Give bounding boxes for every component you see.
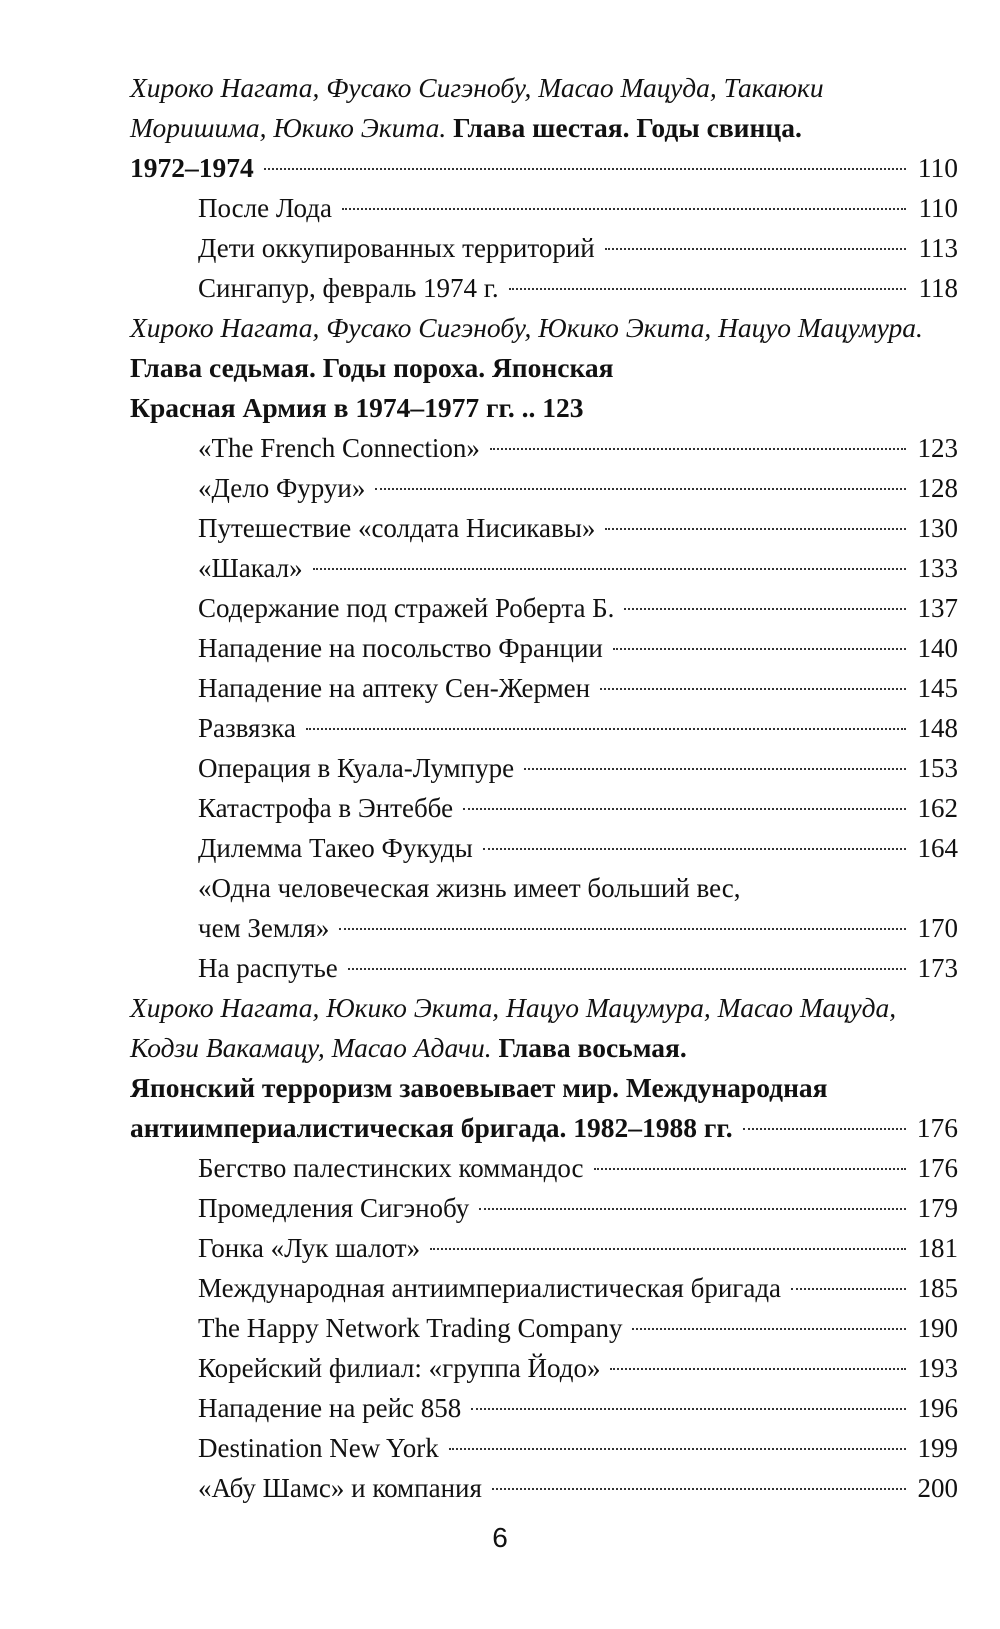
toc-section[interactable] <box>198 1428 958 1468</box>
toc-section[interactable] <box>198 1388 958 1428</box>
section-title: «Дело Фуруи» <box>198 473 366 503</box>
section-page: 133 <box>917 553 958 583</box>
toc-section[interactable] <box>198 1148 958 1188</box>
dot-leader <box>479 1208 906 1210</box>
dot-leader <box>306 728 906 730</box>
dot-leader <box>490 448 906 450</box>
section-page: 110 <box>918 193 958 223</box>
section-title: Destination New York <box>198 1433 439 1463</box>
toc-section[interactable] <box>198 428 958 468</box>
toc-section[interactable] <box>198 1348 958 1388</box>
long-section-line-2: чем Земля» <box>198 913 330 943</box>
toc-section[interactable] <box>198 548 958 588</box>
dot-leader <box>264 168 906 170</box>
chapter-8-authors: Хироко Нагата, Юкико Экита, Нацуо Мацумура, Масао Мацуда, Кодзи Вакамацу, Масао Адачи. <box>130 992 897 1063</box>
toc-section[interactable] <box>198 1188 958 1228</box>
chapter-8-page: 176 <box>916 1112 958 1143</box>
chapter-8-sections <box>130 1148 958 1508</box>
section-title: Нападение на рейс 858 <box>198 1393 462 1423</box>
section-title: Промедления Сигэнобу <box>198 1193 470 1223</box>
dot-leader <box>313 568 906 570</box>
dot-leader <box>339 928 906 930</box>
long-section-page: 170 <box>917 913 958 943</box>
section-page: 123 <box>917 433 958 463</box>
section-page: 145 <box>917 673 958 703</box>
chapter-6-title-head: Глава шестая. Годы свинца. <box>453 112 802 143</box>
section-page: 185 <box>917 1273 958 1303</box>
toc-section[interactable] <box>198 1308 958 1348</box>
section-page: 181 <box>917 1233 958 1263</box>
section-title: Развязка <box>198 713 296 743</box>
section-page: 118 <box>918 273 958 303</box>
section-page: 199 <box>917 1433 958 1463</box>
dot-leader <box>743 1128 906 1130</box>
section-title: Содержание под стражей Роберта Б. <box>198 593 615 623</box>
section-title: Дети оккупированных территорий <box>198 233 595 263</box>
dot-leader <box>791 1288 906 1290</box>
dot-leader <box>463 808 906 810</box>
toc-section[interactable] <box>198 748 958 788</box>
toc-section[interactable] <box>198 788 958 828</box>
section-page: 173 <box>917 953 958 983</box>
section-title: Дилемма Такео Фукуды <box>198 833 473 863</box>
toc-section[interactable] <box>198 948 958 988</box>
section-page: 128 <box>917 473 958 503</box>
dot-leader <box>613 648 906 650</box>
section-page: 113 <box>918 233 958 263</box>
chapter-7-page: 123 <box>542 392 584 423</box>
section-page: 200 <box>917 1473 958 1503</box>
section-title: Бегство палестинских коммандос <box>198 1153 584 1183</box>
section-title: Катастрофа в Энтеббе <box>198 793 454 823</box>
toc-section[interactable] <box>198 508 958 548</box>
chapter-8-title-line <box>130 1108 958 1148</box>
chapter-6-sections <box>130 188 958 308</box>
toc-section[interactable] <box>198 188 958 228</box>
section-title: Нападение на аптеку Сен-Жермен <box>198 673 591 703</box>
section-title: Путешествие «солдата Нисикавы» <box>198 513 596 543</box>
section-title: «Шакал» <box>198 553 303 583</box>
long-section-line-1: «Одна человеческая жизнь имеет больший вес, <box>198 873 741 903</box>
dot-leader <box>375 488 906 490</box>
toc-section[interactable] <box>198 468 958 508</box>
toc-section[interactable] <box>198 828 958 868</box>
dot-leader <box>509 288 906 290</box>
section-title: На распутье <box>198 953 338 983</box>
section-title: Корейский филиал: «группа Йодо» <box>198 1353 601 1383</box>
dot-leader <box>605 528 906 530</box>
section-page: 130 <box>917 513 958 543</box>
section-title: После Лода <box>198 193 332 223</box>
dot-leader <box>342 208 906 210</box>
chapter-8-entry[interactable] <box>130 988 958 1148</box>
toc-section-long[interactable] <box>198 868 958 948</box>
dot-leader <box>610 1368 906 1370</box>
section-page: 148 <box>917 713 958 743</box>
chapter-7-entry[interactable] <box>130 308 958 428</box>
chapter-6-entry[interactable] <box>130 68 958 188</box>
section-title: Международная антиимпериалистическая бригада <box>198 1273 782 1303</box>
section-page: 193 <box>917 1353 958 1383</box>
dot-leader <box>600 688 906 690</box>
section-page: 140 <box>917 633 958 663</box>
section-title: The Happy Network Trading Company <box>198 1313 623 1343</box>
toc-section[interactable] <box>198 228 958 268</box>
dot-leader <box>348 968 906 970</box>
chapter-7-title-line: Красная Армия в 1974–1977 гг. .. 123 <box>130 392 584 423</box>
chapter-7-sections <box>130 428 958 868</box>
section-page: 162 <box>917 793 958 823</box>
toc-section[interactable] <box>198 588 958 628</box>
dot-leader <box>624 608 906 610</box>
dot-leader <box>594 1168 907 1170</box>
section-page: 153 <box>917 753 958 783</box>
toc-section[interactable] <box>198 1228 958 1268</box>
section-page: 190 <box>917 1313 958 1343</box>
dot-leader <box>605 248 906 250</box>
dot-leader <box>483 848 906 850</box>
section-page: 196 <box>917 1393 958 1423</box>
chapter-6-page: 110 <box>917 152 958 183</box>
chapter-7-title-tail: Красная Армия в 1974–1977 гг. <box>130 392 515 423</box>
chapter-6-title-line <box>130 148 958 188</box>
toc-section[interactable] <box>198 708 958 748</box>
toc-section[interactable] <box>198 1268 958 1308</box>
chapter-7-title-head: Глава седьмая. Годы пороха. Японская <box>130 352 614 383</box>
chapter-6-authors: Хироко Нагата, Фусако Сигэнобу, Масао Мацуда, Такаюки Моришима, Юкико Экита. <box>130 72 824 143</box>
dot-leader <box>492 1488 906 1490</box>
toc-section[interactable] <box>198 668 958 708</box>
section-title: Гонка «Лук шалот» <box>198 1233 421 1263</box>
chapter-6-title-tail: 1972–1974 <box>130 152 254 183</box>
chapter-8-title-head: Глава восьмая. <box>498 1032 687 1063</box>
section-page: 179 <box>917 1193 958 1223</box>
dot-leader <box>430 1248 906 1250</box>
chapter-8-title-tail: антиимпериалистическая бригада. 1982–1988 гг. <box>130 1112 733 1143</box>
section-title: «Абу Шамс» и компания <box>198 1473 482 1503</box>
dot-leader <box>524 768 906 770</box>
chapter-7-authors: Хироко Нагата, Фусако Сигэнобу, Юкико Экита, Нацуо Мацумура. <box>130 312 923 343</box>
dot-leader <box>449 1448 906 1450</box>
dot-leader <box>632 1328 906 1330</box>
dot-leader <box>471 1408 906 1410</box>
section-title: Нападение на посольство Франции <box>198 633 603 663</box>
section-title: «The French Connection» <box>198 433 480 463</box>
section-page: 164 <box>917 833 958 863</box>
page-number: 6 <box>492 1522 508 1553</box>
chapter-8-title-mid: Японский терроризм завоевывает мир. Международная <box>130 1072 828 1103</box>
toc-section[interactable] <box>198 628 958 668</box>
section-page: 176 <box>917 1153 958 1183</box>
section-title: Сингапур, февраль 1974 г. <box>198 273 499 303</box>
section-page: 137 <box>917 593 958 623</box>
table-of-contents <box>130 68 958 1508</box>
toc-section[interactable] <box>198 268 958 308</box>
section-title: Операция в Куала-Лумпуре <box>198 753 515 783</box>
toc-section[interactable] <box>198 1468 958 1508</box>
